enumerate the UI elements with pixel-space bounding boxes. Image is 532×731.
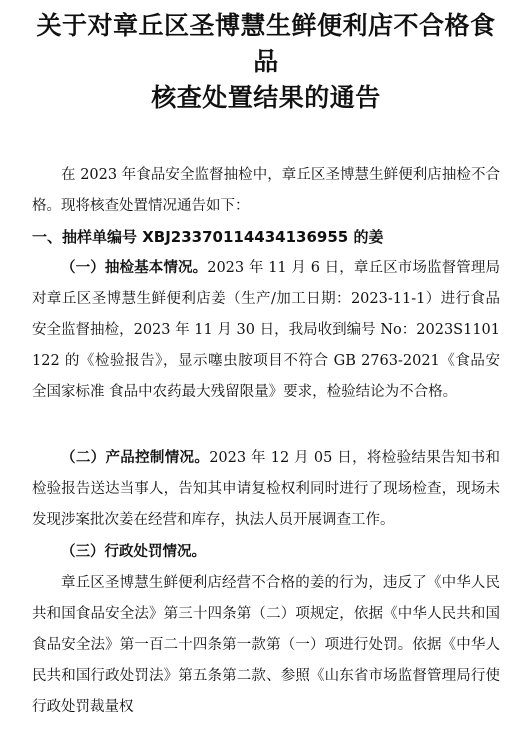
document-title (32, 8, 500, 116)
paragraph-product-control (32, 442, 500, 536)
paragraph-penalty-label (32, 536, 500, 568)
spacer (32, 116, 500, 160)
subsection-label: （二）产品控制情况。 (61, 449, 210, 466)
section-heading: 一、抽样单编号 XBJ23370114434136955 的姜 (32, 228, 384, 246)
intro-paragraph: 在 2023 年食品安全监督抽检中，章丘区圣博慧生鲜便利店抽检不合格。现将核查处置情况通告如下： (32, 167, 500, 214)
title-line-1: 关于对章丘区圣博慧生鲜便利店不合格食品 (36, 11, 496, 76)
spacer (32, 408, 500, 442)
paragraph-sampling-info (32, 252, 500, 408)
title-line-2: 核查处置结果的通告 (151, 83, 381, 112)
subsection-label: （一）抽检基本情况。 (61, 259, 208, 276)
subsection-text: 2023 年 12 月 05 日，将检验结果告知书和检验报告送达当事人，告知其申请复检权利同时进行了现场检查，现场未发现涉案批次姜在经营和库存，执法人员开展调查工作。 (32, 450, 500, 528)
subsection-text: 2023 年 11 月 6 日，章丘区市场监督管理局对章丘区圣博慧生鲜便利店姜（生产/加工日期：2023-11-1）进行食品安全监督抽检，2023 年 11 月 30 日，我局收到编号 No：2023S1101122 的《检验报告》，显示噻虫胺项目不符合 GB 2763-2021《食品安全国家标准 食品中农药最大残留限量》要求，检验结论为不合格。 (32, 260, 501, 400)
paragraph-penalty-text: 章丘区圣博慧生鲜便利店经营不合格的姜的行为，违反了《中华人民共和国食品安全法》第三十四条第（二）项规定，依据《中华人民共和国食品安全法》第一百二十四条第一款第（一）项进行处罚。依据《中华人民共和国行政处罚法》第五条第二款、参照《山东省市场监督管理局行使行政处罚裁量权 (32, 575, 500, 715)
subsection-label: （三）行政处罚情况。 (61, 543, 206, 560)
